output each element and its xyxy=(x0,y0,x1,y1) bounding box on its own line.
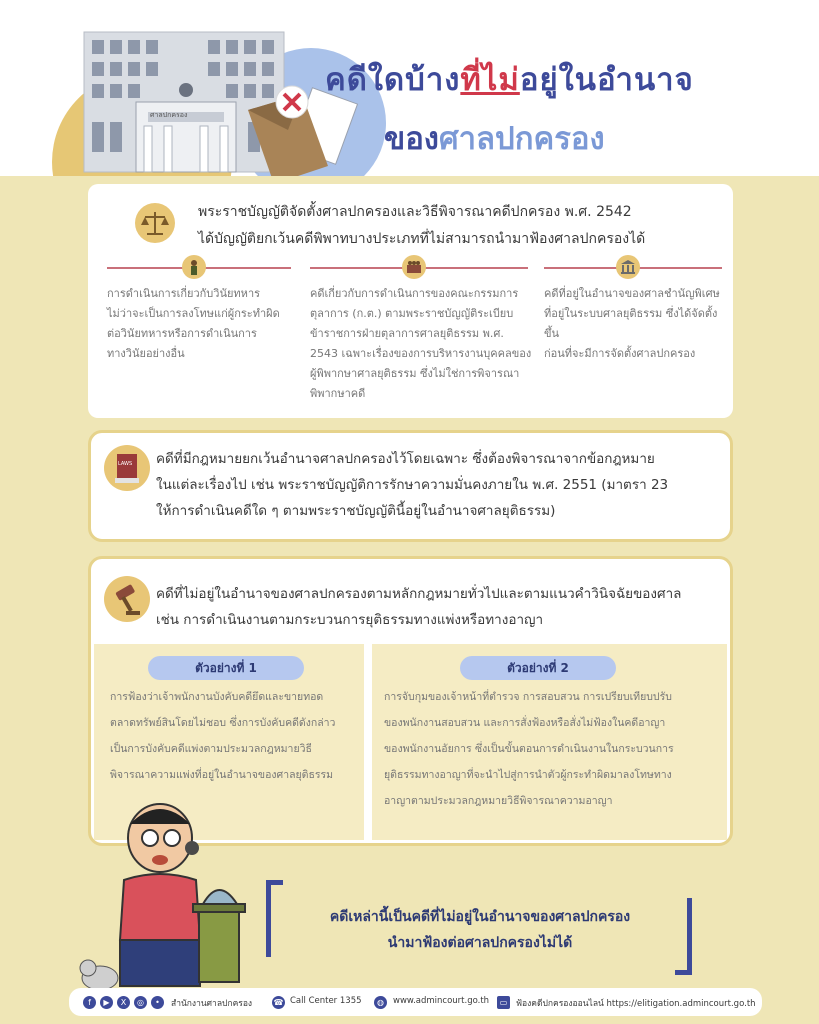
section1-heading-line2: ได้บัญญัติยกเว้นคดีพิพาทบางประเภทที่ไม่สามารถนำมาฟ้องศาลปกครองได้ xyxy=(198,231,646,247)
conclusion-line1: คดีเหล่านี้เป็นคดีที่ไม่อยู่ในอำนาจของศาลปกครอง xyxy=(329,909,631,925)
gavel-icon xyxy=(104,576,150,622)
bracket-decor-right xyxy=(675,898,692,975)
scales-icon xyxy=(135,203,175,243)
committee-icon xyxy=(402,255,426,279)
footer-org: สำนักงานศาลปกครอง xyxy=(171,999,253,1009)
example-1-label: ตัวอย่างที่ 1 xyxy=(148,656,304,680)
page-title-line2: ของศาลปกครอง xyxy=(384,121,605,157)
instagram-icon[interactable]: ◎ xyxy=(134,996,147,1009)
header xyxy=(0,0,819,176)
book-label: LAWS xyxy=(118,461,133,467)
computer-icon: ▭ xyxy=(497,996,510,1009)
section3-text: คดีที่ไม่อยู่ในอำนาจของศาลปกครองตามหลักกฎหมายทั่วไปและตามแนวคำวินิจฉัยของศาล เช่น การดำเนินงานตามกระบวนการยุติธรรมทางแพ่งหรือทางอาญา xyxy=(156,586,682,628)
footer-efiling[interactable]: ฟ้องคดีปกครองออนไลน์ https://elitigation.admincourt.go.th xyxy=(516,999,756,1009)
example-2-label: ตัวอย่างที่ 2 xyxy=(460,656,616,680)
youtube-icon[interactable]: ▶ xyxy=(100,996,113,1009)
facebook-icon[interactable]: f xyxy=(83,996,96,1009)
bracket-decor-left xyxy=(266,880,283,957)
globe-icon: ◍ xyxy=(374,996,387,1009)
podium-illustration xyxy=(185,868,255,986)
exception-judicial-commission: คดีเกี่ยวกับการดำเนินการของคณะกรรมการ ตุลาการ (ก.ต.) ตามพระราชบัญญัติระเบียบ ข้าราชการฝ่ายตุลาการศาลยุติธรรม พ.ศ. 2543 เฉพาะเรื่องของการบริหารงานบุคคลของ ผู้พิพากษาศาลยุติธรรม ซึ่งไม่ใช่การพิจารณา พิพากษาคดี xyxy=(310,287,532,400)
footer-website[interactable]: www.admincourt.go.th xyxy=(393,996,490,1006)
line-icon[interactable]: • xyxy=(151,996,164,1009)
section1-heading-line1: พระราชบัญญัติจัดตั้งศาลปกครองและวิธีพิจารณาคดีปกครอง พ.ศ. 2542 xyxy=(198,204,632,220)
phone-icon: ☎ xyxy=(273,998,284,1007)
conclusion-line2: นำมาฟ้องต่อศาลปกครองไม่ได้ xyxy=(387,935,573,951)
x-icon[interactable]: X xyxy=(117,996,130,1009)
courthouse-icon xyxy=(616,255,640,279)
footer-call-center[interactable]: Call Center 1355 xyxy=(290,996,362,1006)
footer-bar xyxy=(69,988,762,1016)
example-1-text: การฟ้องว่าเจ้าพนักงานบังคับคดียึดและขายทอด ตลาดทรัพย์สินโดยไม่ชอบ ซึ่งการบังคับคดีดังกล่าว เป็นการบังคับคดีแพ่งตามประมวลกฎหมายวิธี พิจารณาความแพ่งที่อยู่ในอำนาจของศาลยุติธรรม xyxy=(110,691,336,781)
soldier-icon xyxy=(182,255,206,279)
section2-text: คดีที่มีกฎหมายยกเว้นอำนาจศาลปกครองไว้โดยเฉพาะ ซึ่งต้องพิจารณาจากข้อกฎหมาย ในแต่ละเรื่องไป เช่น พระราชบัญญัติการรักษาความมั่นคงภายใน พ.ศ. 2551 (มาตรา 23 ให้การดำเนินคดีใด ๆ ตามพระราชบัญญัตินี้อยู่ในอำนาจศาลยุติธรรม) xyxy=(156,451,669,519)
example-2-text: การจับกุมของเจ้าหน้าที่ตำรวจ การสอบสวน การเปรียบเทียบปรับ ของพนักงานสอบสวน และการสั่งฟ้องหรือสั่งไม่ฟ้องในคดีอาญา ของพนักงานอัยการ ซึ่งเป็นขั้นตอนการดำเนินงานในกระบวนการ ยุติธรรมทางอาญาที่จะนำไปสู่การนำตัวผู้กระทำผิดมาลงโทษทาง อาญาตามประมวลกฎหมายวิธีพิจารณาความอาญา xyxy=(384,691,674,807)
exception-military-discipline: การดำเนินการเกี่ยวกับวินัยทหาร ไม่ว่าจะเป็นการลงโทษแก่ผู้กระทำผิด ต่อวินัยทหารหรือการดำเนินการ ทางวินัยอย่างอื่น xyxy=(107,287,280,360)
page-title-line1: คดีใดบ้างที่ไม่อยู่ในอำนาจ xyxy=(325,62,694,98)
law-book-icon xyxy=(104,445,150,491)
building-sign: ศาลปกครอง xyxy=(150,111,188,119)
cat-illustration xyxy=(74,952,124,992)
exception-specialized-court: คดีที่อยู่ในอำนาจของศาลชำนัญพิเศษ ที่อยู่ในระบบศาลยุติธรรม ซึ่งได้จัดตั้งขึ้น ก่อนที่จะมีการจัดตั้งศาลปกครอง xyxy=(544,287,720,360)
